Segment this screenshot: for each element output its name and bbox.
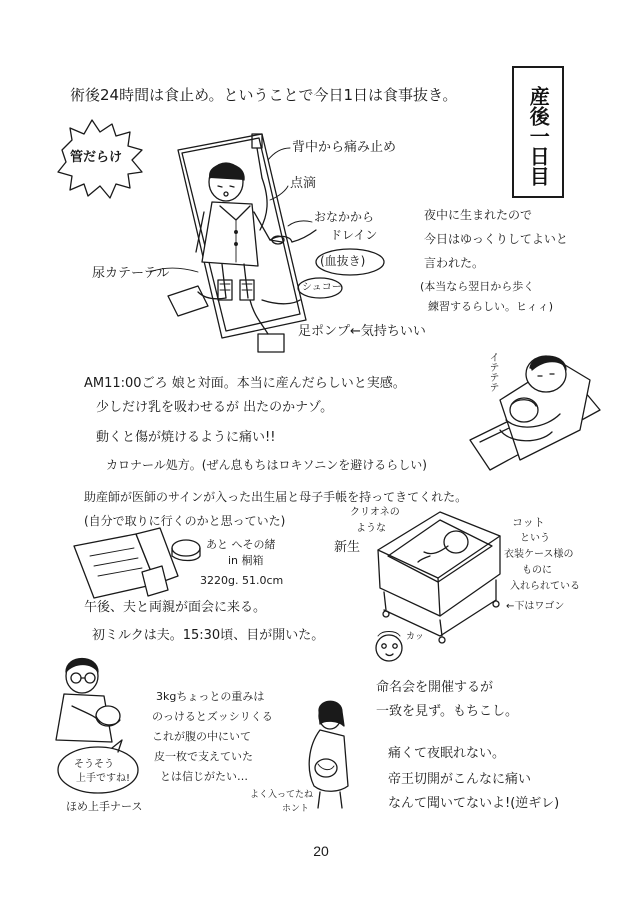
weight-line4: 皮一枚で支えていた — [154, 750, 253, 763]
weight-small-2: ホント — [282, 804, 310, 814]
night-note-line1: 夜中に生まれたので — [424, 208, 533, 222]
name-line2: 一致を見ず。もちこし。 — [376, 704, 518, 719]
label-drain-1: おなかから — [314, 210, 375, 224]
pregnant-mother-drawing — [309, 701, 348, 808]
nurse-drawing — [56, 659, 120, 743]
nurse-caption: ほめ上手ナース — [66, 800, 143, 813]
cot-line1: コット — [512, 516, 545, 529]
night-note-line3: 言われた。 — [424, 256, 485, 270]
cleo-line2: ような — [356, 523, 386, 534]
weight-small-1: よく入ってたね — [250, 790, 314, 800]
night-note-line4: (本当なら翌日から歩く — [420, 280, 535, 293]
birth-certificate-drawing — [74, 528, 178, 598]
meet-line1: AM11:00ごろ 娘と対面。本当に産んだらしいと実感。 — [84, 376, 406, 391]
night-note-line5: 練習するらしい。ヒィィ) — [428, 300, 554, 313]
cot-line2: という — [520, 533, 550, 544]
cord-line1: あと へその緒 — [206, 538, 276, 551]
kaa-label: カッ — [406, 632, 424, 642]
name-line3: 痛くて夜眠れない。 — [388, 746, 506, 761]
header-line: 術後24時間は食止め。ということで今日1日は食事抜き。 — [70, 86, 458, 104]
cot-line5: 入れられている — [510, 581, 580, 592]
cert-line2: (自分で取りに行くのかと思っていた) — [84, 514, 286, 528]
label-drain-2: ドレイン — [330, 228, 378, 242]
page-title: 産後一日目 — [526, 86, 551, 186]
nurse-speech-line1: そうそう — [74, 759, 114, 770]
baby-face-drawing — [376, 632, 402, 662]
label-pump-sound: シュコー — [302, 282, 342, 293]
weight-line3: これが腹の中にいて — [152, 730, 251, 743]
meet-line3: 動くと傷が焼けるように痛い!! — [96, 430, 276, 445]
cleo-line1: クリオネの — [350, 507, 400, 518]
page-number: 20 — [313, 843, 329, 859]
nurse-speech-line2: 上手ですね! — [76, 773, 131, 784]
cot-drawing — [378, 512, 500, 643]
label-epidural: 背中から痛み止め — [292, 140, 397, 155]
night-note-line2: 今日はゆっくりしてよいと — [424, 232, 568, 246]
label-iv: 点滴 — [290, 176, 317, 191]
cot-line3: 衣装ケース様の — [504, 549, 574, 560]
cord-line2: in 桐箱 — [228, 554, 264, 567]
visit-line2: 初ミルクは夫。15:30頃、目が開いた。 — [92, 628, 325, 643]
cord-box-drawing — [172, 540, 200, 561]
burst-label: 管だらけ — [70, 150, 123, 165]
cleo-line3: 新生 — [334, 540, 361, 555]
weight-line2: のっけるとズッシリくる — [152, 710, 273, 723]
meet-line4: カロナール処方。(ぜん息もちはロキソニンを避けるらしい) — [106, 458, 427, 472]
weight-line5: とは信じがたい… — [160, 770, 248, 783]
weight-line1: 3kgちょっとの重みは — [156, 690, 265, 703]
label-foot-pump: 足ポンプ←気持ちいい — [298, 324, 426, 339]
cot-line4: ものに — [522, 565, 552, 576]
wagon-label: ←下はワゴン — [506, 601, 565, 612]
name-line4: 帝王切開がこんなに痛い — [388, 772, 532, 787]
name-line1: 命名会を開催するが — [376, 680, 494, 695]
title-box — [512, 66, 564, 198]
cert-line1: 助産師が医師のサインが入った出生届と母子手帳を持ってきてくれた。 — [84, 490, 468, 504]
name-line5: なんて聞いてないよ!(逆ギレ) — [388, 796, 560, 811]
birth-weight: 3220g. 51.0cm — [200, 574, 284, 587]
label-drain-3: (血抜き) — [320, 254, 366, 268]
meet-line2: 少しだけ乳を吸わせるが 出たのかナゾ。 — [96, 400, 334, 415]
label-catheter: 尿カテーテル — [92, 266, 170, 281]
visit-line1: 午後、夫と両親が面会に来る。 — [84, 600, 267, 615]
ouch-label: イテテテ — [487, 352, 498, 392]
